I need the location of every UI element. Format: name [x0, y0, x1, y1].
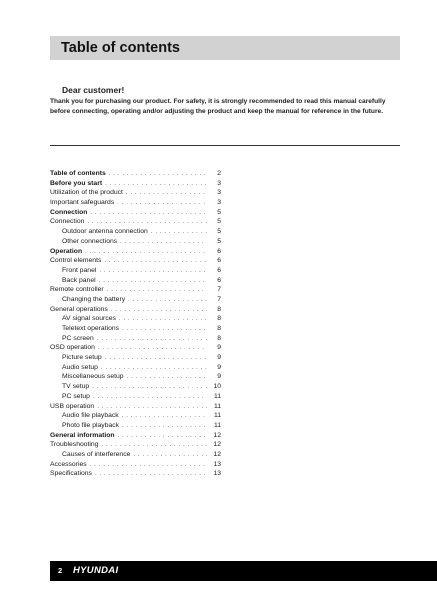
toc-entry-page: 5 — [217, 237, 221, 245]
toc-entry-title: Troubleshooting — [50, 441, 99, 449]
toc-entry-page: 8 — [217, 305, 221, 313]
toc-entry[interactable] — [50, 411, 221, 421]
toc-entry[interactable] — [50, 382, 221, 392]
toc-entry[interactable] — [50, 343, 221, 353]
toc-entry-page: 11 — [213, 402, 221, 410]
dot-leader — [127, 373, 207, 383]
toc-entry-title: Before you start — [50, 179, 103, 187]
toc-entry-page: 5 — [217, 228, 221, 236]
toc-entry[interactable] — [50, 421, 221, 431]
dot-leader — [104, 257, 207, 267]
toc-entry[interactable] — [50, 334, 221, 344]
toc-entry[interactable] — [50, 169, 221, 179]
toc-entry-title: Utilization of the product — [50, 189, 123, 197]
toc-entry[interactable] — [50, 460, 221, 470]
toc-entry-page: 8 — [217, 325, 221, 332]
dot-leader — [122, 412, 207, 422]
toc-entry-title: Outdoor antenna connection — [62, 228, 148, 236]
toc-entry-title: Control elements — [50, 257, 102, 265]
dot-leader — [99, 267, 207, 277]
toc-entry[interactable] — [50, 276, 221, 286]
toc-entry[interactable] — [50, 188, 221, 198]
toc-entry-title: Other connections — [62, 237, 118, 245]
toc-entry[interactable] — [50, 285, 221, 295]
toc-entry[interactable] — [50, 256, 221, 266]
toc-entry-title: Accessories — [50, 460, 87, 468]
page-title: Table of contents — [61, 40, 180, 56]
toc-entry-page: 3 — [217, 189, 221, 197]
toc-entry-title: Connection — [50, 208, 88, 216]
toc-entry-page: 11 — [213, 392, 221, 400]
toc-entry[interactable] — [50, 314, 221, 324]
toc-entry-page: 9 — [217, 354, 221, 362]
toc-entry-title: Causes of interference — [62, 450, 131, 458]
toc-entry-page: 3 — [217, 199, 221, 207]
toc-entry[interactable] — [50, 198, 221, 208]
toc-entry-title: PC setup — [62, 392, 90, 400]
toc-entry[interactable] — [50, 440, 221, 450]
toc-entry-title: Front panel — [62, 266, 97, 274]
toc-entry-page: 5 — [217, 208, 221, 216]
toc-entry-title: Picture setup — [62, 354, 102, 362]
toc-entry-page: 9 — [217, 344, 221, 352]
toc-entry-title: Audio setup — [62, 363, 98, 371]
toc-entry-title: Table of contents — [50, 170, 106, 177]
toc-entry-title: USB operation — [50, 402, 95, 410]
toc-entry-title: OSD operation — [50, 344, 95, 352]
divider — [50, 145, 400, 146]
toc-entry[interactable] — [50, 392, 221, 402]
page-number: 2 — [58, 566, 63, 575]
toc-entry-page: 6 — [217, 266, 221, 274]
toc-entry-title: Changing the battery — [62, 295, 126, 303]
toc-entry-page: 9 — [217, 373, 221, 381]
toc-entry[interactable] — [50, 431, 221, 441]
toc-entry-page: 13 — [213, 470, 221, 478]
toc-entry[interactable] — [50, 295, 221, 305]
toc-entry-title: TV setup — [62, 383, 90, 391]
toc-entry-title: Back panel — [62, 276, 96, 284]
toc-entry[interactable] — [50, 402, 221, 412]
toc-entry-page: 3 — [217, 179, 221, 187]
toc-entry-page: 11 — [213, 421, 221, 429]
table-of-contents — [50, 169, 221, 479]
toc-entry[interactable] — [50, 469, 221, 479]
toc-entry[interactable] — [50, 324, 221, 334]
toc-entry[interactable] — [50, 372, 221, 382]
footer-bar — [50, 561, 437, 581]
toc-entry[interactable] — [50, 227, 221, 237]
dot-leader — [95, 470, 207, 480]
toc-entry-page: 11 — [213, 412, 221, 420]
toc-entry-title: Audio file playback — [62, 412, 119, 420]
toc-entry-page: 12 — [213, 431, 221, 439]
dot-leader — [151, 228, 207, 238]
toc-entry-title: Photo file playback — [62, 421, 120, 429]
dot-leader — [90, 461, 207, 471]
dot-leader — [109, 170, 207, 180]
toc-entry[interactable] — [50, 353, 221, 363]
dot-leader — [98, 344, 207, 354]
toc-entry[interactable] — [50, 237, 221, 247]
dot-leader — [119, 315, 207, 325]
dot-leader — [117, 199, 207, 209]
toc-entry[interactable] — [50, 247, 221, 257]
dot-leader — [85, 248, 207, 258]
greeting: Dear customer! — [62, 85, 125, 95]
dot-leader — [126, 189, 207, 199]
toc-entry-title: Operation — [50, 247, 83, 255]
toc-entry-page: 6 — [217, 247, 221, 255]
toc-entry-title: General operations — [50, 305, 108, 313]
toc-entry-title: Remote controller — [50, 286, 104, 294]
dot-leader — [99, 277, 207, 287]
dot-leader — [92, 383, 207, 393]
dot-leader — [105, 354, 207, 364]
dot-leader — [122, 422, 207, 432]
toc-entry-title: Miscellaneous setup — [62, 373, 124, 381]
toc-entry-page: 12 — [213, 441, 221, 449]
toc-entry[interactable] — [50, 363, 221, 373]
toc-entry[interactable] — [50, 208, 221, 218]
dot-leader — [133, 451, 207, 461]
dot-leader — [97, 335, 207, 345]
dot-leader — [93, 393, 207, 403]
brand-logo: HYUNDAI — [73, 565, 119, 576]
toc-entry-page: 9 — [217, 363, 221, 371]
toc-entry-page: 8 — [217, 315, 221, 323]
toc-entry-title: Specifications — [50, 470, 92, 478]
toc-entry[interactable] — [50, 450, 221, 460]
toc-entry[interactable] — [50, 266, 221, 276]
dot-leader — [111, 306, 207, 316]
toc-entry-page: 6 — [217, 257, 221, 265]
toc-entry-title: PC screen — [62, 334, 94, 342]
toc-entry[interactable] — [50, 179, 221, 189]
dot-leader — [122, 325, 207, 335]
dot-leader — [118, 432, 207, 442]
toc-entry-page: 7 — [217, 295, 221, 303]
dot-leader — [120, 238, 207, 248]
dot-leader — [128, 296, 207, 306]
intro-paragraph: Thank you for purchasing our product. For safety, it is strongly recommended to read this manual carefully before connecting, operating and/or adjusting the product and keep the manual for reference in the future. — [50, 98, 386, 115]
toc-entry[interactable] — [50, 217, 221, 227]
toc-entry-page: 5 — [217, 218, 221, 226]
header-bar — [50, 36, 400, 60]
toc-entry-title: General information — [50, 431, 115, 439]
toc-entry-page: 13 — [213, 460, 221, 468]
toc-entry-page: 10 — [213, 383, 221, 391]
toc-entry[interactable] — [50, 305, 221, 315]
dot-leader — [90, 209, 207, 219]
toc-entry-page: 2 — [217, 170, 221, 177]
toc-entry-page: 8 — [217, 334, 221, 342]
toc-entry-page: 7 — [217, 286, 221, 294]
toc-entry-title: AV signal sources — [62, 315, 116, 323]
toc-entry-title: Connection — [50, 218, 85, 226]
toc-entry-title: Important safeguards — [50, 199, 115, 207]
toc-entry-page: 6 — [217, 276, 221, 284]
toc-entry-title: Teletext operations — [62, 325, 120, 332]
toc-entry-page: 12 — [213, 450, 221, 458]
